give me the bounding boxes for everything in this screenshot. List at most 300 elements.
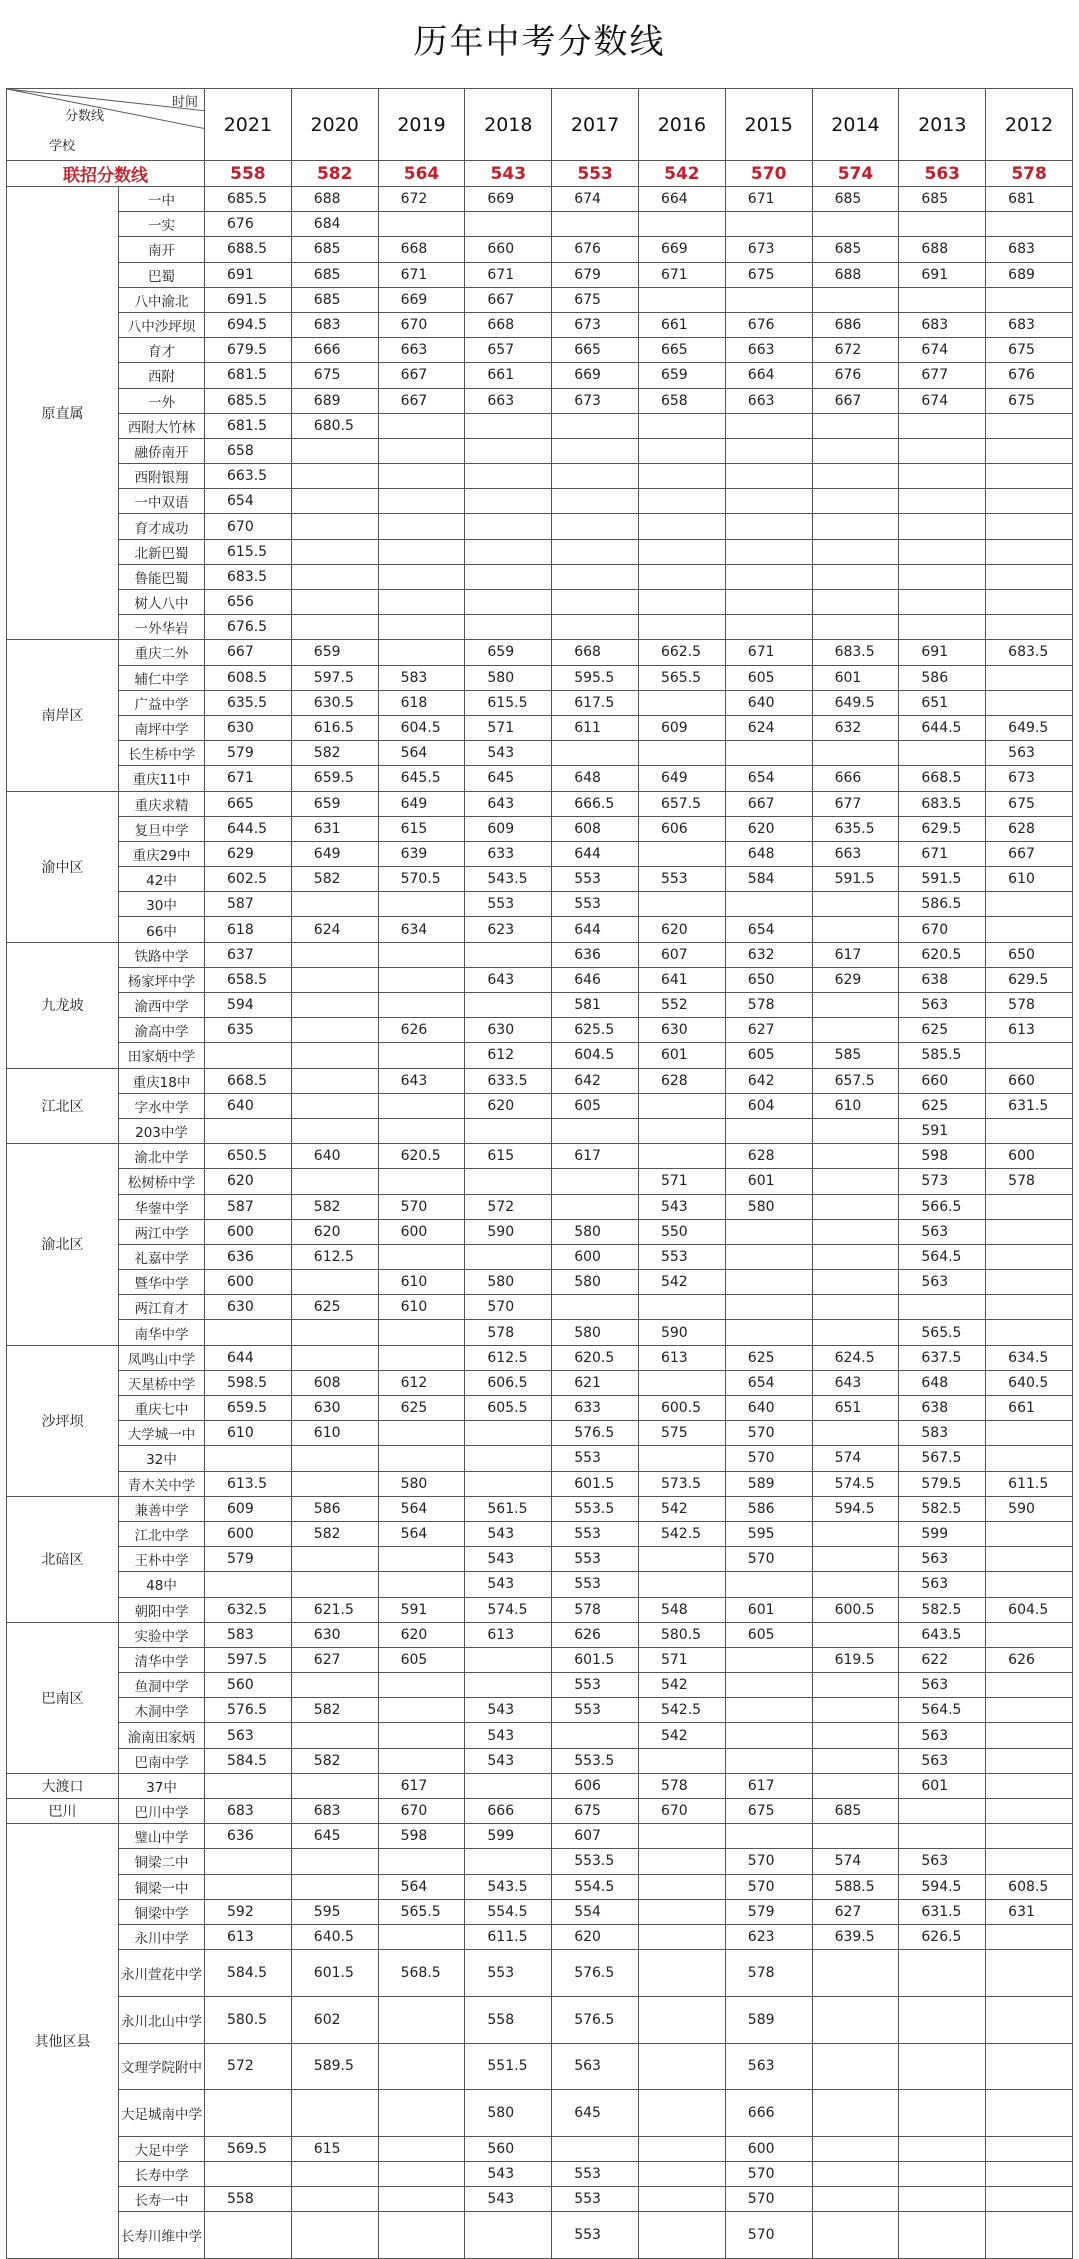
score-cell: 613 (986, 1018, 1073, 1043)
score-cell: 566.5 (899, 1194, 986, 1219)
score-cell: 631 (291, 816, 378, 841)
school-name: 树人八中 (119, 590, 205, 615)
score-cell: 672 (378, 187, 465, 212)
score-cell: 578 (465, 1320, 552, 1345)
score-cell: 673 (986, 766, 1073, 791)
score-cell (638, 514, 725, 539)
score-cell: 570 (725, 1446, 812, 1471)
score-cell (378, 1723, 465, 1748)
score-cell: 543 (465, 1547, 552, 1572)
score-cell (465, 1773, 552, 1798)
score-cell (205, 2090, 292, 2137)
score-cell: 578 (725, 1950, 812, 1997)
score-cell (986, 1824, 1073, 1849)
score-cell (291, 1169, 378, 1194)
school-row (7, 1169, 1073, 1194)
score-cell: 553.5 (552, 1496, 639, 1521)
score-cell (986, 564, 1073, 589)
score-cell: 558 (205, 2187, 292, 2212)
score-cell (378, 514, 465, 539)
school-row (7, 1723, 1073, 1748)
score-cell: 628 (638, 1068, 725, 1093)
score-cell: 645 (291, 1824, 378, 1849)
score-cell: 542.5 (638, 1521, 725, 1546)
school-name: 鱼洞中学 (119, 1673, 205, 1698)
score-cell: 694.5 (205, 312, 292, 337)
score-cell (465, 1421, 552, 1446)
score-cell (986, 489, 1073, 514)
score-cell (291, 1874, 378, 1899)
score-cell: 572 (465, 1194, 552, 1219)
score-cell: 595.5 (552, 665, 639, 690)
score-cell: 553 (552, 2212, 639, 2259)
score-cell: 570 (725, 2187, 812, 2212)
score-cell: 685 (812, 1799, 899, 1824)
score-cell: 663 (725, 338, 812, 363)
score-cell: 601 (899, 1773, 986, 1798)
score-cell: 554.5 (552, 1874, 639, 1899)
school-row (7, 1194, 1073, 1219)
score-cell (725, 438, 812, 463)
score-cell: 620.5 (899, 942, 986, 967)
score-cell (725, 590, 812, 615)
school-row (7, 1773, 1073, 1798)
score-cell: 659 (291, 791, 378, 816)
score-cell (638, 413, 725, 438)
cutoff-value: 574 (812, 161, 899, 187)
score-cell (638, 1899, 725, 1924)
score-cell: 657 (465, 338, 552, 363)
score-cell: 685 (291, 287, 378, 312)
score-cell: 661 (986, 1396, 1073, 1421)
score-cell (899, 287, 986, 312)
score-cell: 605 (725, 1622, 812, 1647)
score-cell: 661 (638, 312, 725, 337)
year-header: 2015 (725, 89, 812, 161)
score-cell: 578 (552, 1597, 639, 1622)
score-cell: 613 (638, 1345, 725, 1370)
score-cell (291, 539, 378, 564)
score-cell: 573 (899, 1169, 986, 1194)
score-cell: 608.5 (205, 665, 292, 690)
score-cell: 685 (899, 187, 986, 212)
school-row (7, 766, 1073, 791)
score-cell: 615.5 (465, 690, 552, 715)
score-cell (986, 1446, 1073, 1471)
score-cell: 601.5 (291, 1950, 378, 1997)
score-cell (725, 564, 812, 589)
score-cell: 600 (986, 1144, 1073, 1169)
school-name: 江北中学 (119, 1521, 205, 1546)
score-cell: 609 (638, 715, 725, 740)
score-cell: 548 (638, 1597, 725, 1622)
school-name: 木洞中学 (119, 1698, 205, 1723)
score-cell: 570 (378, 1194, 465, 1219)
score-cell: 576.5 (205, 1698, 292, 1723)
score-cell: 553.5 (552, 1849, 639, 1874)
score-cell: 564 (378, 1496, 465, 1521)
score-cell: 686 (812, 312, 899, 337)
score-cell: 553.5 (552, 1748, 639, 1773)
score-cell: 625.5 (552, 1018, 639, 1043)
score-cell: 543 (465, 1572, 552, 1597)
score-cell: 553 (638, 867, 725, 892)
score-cell: 580 (552, 1320, 639, 1345)
score-cell: 543 (465, 2162, 552, 2187)
score-cell: 543.5 (465, 867, 552, 892)
school-name: 66中 (119, 917, 205, 942)
score-cell: 654 (725, 766, 812, 791)
score-cell (378, 464, 465, 489)
score-cell: 590 (986, 1496, 1073, 1521)
score-cell: 610 (378, 1270, 465, 1295)
school-name: 铜梁中学 (119, 1899, 205, 1924)
score-cell: 558 (465, 1996, 552, 2043)
score-cell: 613 (205, 1924, 292, 1949)
score-cell (291, 2162, 378, 2187)
score-cell: 570 (725, 1874, 812, 1899)
score-cell: 626 (378, 1018, 465, 1043)
score-cell: 691.5 (205, 287, 292, 312)
score-cell (986, 1950, 1073, 1997)
score-cell (465, 212, 552, 237)
score-cell (812, 2090, 899, 2137)
school-row (7, 2043, 1073, 2090)
school-row (7, 1043, 1073, 1068)
score-cell (725, 413, 812, 438)
score-cell (812, 993, 899, 1018)
cutoff-value: 542 (638, 161, 725, 187)
score-cell: 666 (725, 2090, 812, 2137)
school-name: 西附银翔 (119, 464, 205, 489)
score-cell: 564.5 (899, 1698, 986, 1723)
score-cell (291, 590, 378, 615)
score-cell: 604.5 (986, 1597, 1073, 1622)
score-cell: 590 (638, 1320, 725, 1345)
score-cell (638, 438, 725, 463)
score-cell (812, 1547, 899, 1572)
score-cell (465, 1244, 552, 1269)
score-cell: 638 (899, 1396, 986, 1421)
score-cell: 676 (725, 312, 812, 337)
score-cell: 668 (378, 237, 465, 262)
score-cell: 688 (899, 237, 986, 262)
score-cell: 574 (812, 1849, 899, 1874)
score-cell: 543 (465, 2187, 552, 2212)
score-cell (291, 1093, 378, 1118)
score-cell (205, 2162, 292, 2187)
score-cell: 605 (725, 1043, 812, 1068)
score-cell: 595 (291, 1899, 378, 1924)
score-cell: 584.5 (205, 1950, 292, 1997)
year-header: 2018 (465, 89, 552, 161)
score-cell: 629 (205, 841, 292, 866)
score-cell: 560 (205, 1673, 292, 1698)
score-cell (291, 1446, 378, 1471)
score-cell (812, 2162, 899, 2187)
school-row (7, 967, 1073, 992)
score-cell (899, 564, 986, 589)
score-cell (552, 1295, 639, 1320)
school-name: 铜梁一中 (119, 1874, 205, 1899)
score-cell: 553 (552, 867, 639, 892)
score-cell: 610 (291, 1421, 378, 1446)
score-cell: 564 (378, 741, 465, 766)
year-header: 2019 (378, 89, 465, 161)
school-row (7, 892, 1073, 917)
score-cell: 563 (899, 1748, 986, 1773)
score-cell: 675 (725, 1799, 812, 1824)
score-cell: 620 (291, 1219, 378, 1244)
score-cell: 600 (205, 1521, 292, 1546)
score-cell: 637 (205, 942, 292, 967)
score-cell (378, 892, 465, 917)
score-cell: 612 (465, 1043, 552, 1068)
score-cell (725, 514, 812, 539)
score-cell: 627 (725, 1018, 812, 1043)
score-cell: 618 (378, 690, 465, 715)
score-cell (291, 1320, 378, 1345)
score-cell: 585 (812, 1043, 899, 1068)
score-cell: 591 (378, 1597, 465, 1622)
score-cell: 570 (725, 2212, 812, 2259)
school-row (7, 1320, 1073, 1345)
score-cell (638, 1748, 725, 1773)
score-cell: 643 (465, 791, 552, 816)
score-cell (899, 464, 986, 489)
score-cell (552, 564, 639, 589)
school-row (7, 363, 1073, 388)
score-cell: 625 (378, 1396, 465, 1421)
score-cell (638, 1950, 725, 1997)
score-cell: 639 (378, 841, 465, 866)
score-cell: 623 (725, 1924, 812, 1949)
score-cell (638, 564, 725, 589)
score-cell: 631 (986, 1899, 1073, 1924)
school-name: 璧山中学 (119, 1824, 205, 1849)
score-cell (812, 1219, 899, 1244)
score-cell: 673 (725, 237, 812, 262)
score-cell (378, 1421, 465, 1446)
score-cell: 613.5 (205, 1471, 292, 1496)
school-name: 文理学院附中 (119, 2043, 205, 2090)
score-cell (291, 1345, 378, 1370)
score-cell (378, 1924, 465, 1949)
score-cell: 644 (205, 1345, 292, 1370)
score-cell (812, 438, 899, 463)
score-cell: 691 (205, 262, 292, 287)
score-cell (986, 514, 1073, 539)
score-cell: 617 (552, 1144, 639, 1169)
score-cell: 683.5 (205, 564, 292, 589)
page-title: 历年中考分数线 (413, 22, 666, 62)
score-cell (812, 1169, 899, 1194)
score-cell (378, 1572, 465, 1597)
score-cell: 607 (552, 1824, 639, 1849)
score-cell (638, 1295, 725, 1320)
score-cell: 675 (986, 388, 1073, 413)
score-cell: 567.5 (899, 1446, 986, 1471)
score-cell (899, 2187, 986, 2212)
score-cell (899, 1824, 986, 1849)
score-cell: 621.5 (291, 1597, 378, 1622)
score-cell (291, 1068, 378, 1093)
district-cell: 南岸区 (7, 640, 119, 791)
score-cell (205, 1446, 292, 1471)
score-cell (205, 2212, 292, 2259)
score-cell: 642 (725, 1068, 812, 1093)
score-cell (986, 1295, 1073, 1320)
school-row (7, 917, 1073, 942)
school-name: 一中 (119, 187, 205, 212)
school-name: 一中双语 (119, 489, 205, 514)
score-cell: 677 (812, 791, 899, 816)
score-cell: 617.5 (552, 690, 639, 715)
cutoff-value: 553 (552, 161, 639, 187)
score-cell (378, 2043, 465, 2090)
score-cell: 625 (899, 1018, 986, 1043)
score-cell: 563 (899, 993, 986, 1018)
score-cell: 565.5 (638, 665, 725, 690)
score-cell: 663 (812, 841, 899, 866)
score-cell (638, 489, 725, 514)
score-cell (986, 1748, 1073, 1773)
score-cell (986, 1673, 1073, 1698)
score-cell: 620.5 (552, 1345, 639, 1370)
score-cell: 667 (986, 841, 1073, 866)
score-cell (986, 212, 1073, 237)
score-cell: 553 (552, 2187, 639, 2212)
district-cell: 九龙坡 (7, 942, 119, 1068)
score-cell: 553 (552, 1446, 639, 1471)
school-row (7, 1118, 1073, 1143)
score-cell: 684 (291, 212, 378, 237)
school-row (7, 1521, 1073, 1546)
score-cell (291, 1270, 378, 1295)
score-cell (986, 1799, 1073, 1824)
score-cell: 605 (725, 665, 812, 690)
score-cell: 683 (899, 312, 986, 337)
score-cell: 645 (465, 766, 552, 791)
score-cell: 640 (205, 1093, 292, 1118)
school-name: 重庆七中 (119, 1396, 205, 1421)
score-cell: 563 (899, 1673, 986, 1698)
school-name: 育才 (119, 338, 205, 363)
score-cell: 683 (291, 312, 378, 337)
corner-time-label: 时间 (171, 95, 198, 110)
school-row (7, 1295, 1073, 1320)
score-cell: 542 (638, 1270, 725, 1295)
school-name: 铁路中学 (119, 942, 205, 967)
score-cell (986, 690, 1073, 715)
score-cell (638, 287, 725, 312)
score-cell: 543 (638, 1194, 725, 1219)
school-row (7, 1572, 1073, 1597)
score-cell (812, 287, 899, 312)
score-cell: 676 (812, 363, 899, 388)
score-cell (812, 1018, 899, 1043)
score-cell: 671 (725, 187, 812, 212)
score-cell: 635.5 (205, 690, 292, 715)
cutoff-value: 570 (725, 161, 812, 187)
score-cell (638, 1874, 725, 1899)
score-cell: 601.5 (552, 1471, 639, 1496)
cutoff-value: 543 (465, 161, 552, 187)
year-header: 2020 (291, 89, 378, 161)
school-row (7, 1899, 1073, 1924)
score-cell (899, 2162, 986, 2187)
score-cell (205, 1043, 292, 1068)
score-cell (638, 1824, 725, 1849)
score-cell: 610 (812, 1093, 899, 1118)
score-cell: 645.5 (378, 766, 465, 791)
score-cell (812, 1748, 899, 1773)
score-cell: 671 (205, 766, 292, 791)
score-cell (638, 2212, 725, 2259)
cutoff-value: 564 (378, 161, 465, 187)
score-cell (812, 2187, 899, 2212)
school-row (7, 1496, 1073, 1521)
score-cell: 600 (552, 1244, 639, 1269)
score-cell: 676 (552, 237, 639, 262)
school-name: 重庆二外 (119, 640, 205, 665)
district-cell: 其他区县 (7, 1824, 119, 2259)
score-cell: 670 (205, 514, 292, 539)
score-cell (291, 564, 378, 589)
school-row (7, 1396, 1073, 1421)
score-cell (552, 1194, 639, 1219)
score-cell: 620 (638, 917, 725, 942)
score-cell: 642 (552, 1068, 639, 1093)
score-cell: 542 (638, 1673, 725, 1698)
score-cell (378, 564, 465, 589)
year-header: 2013 (899, 89, 986, 161)
score-cell: 665 (205, 791, 292, 816)
school-name: 32中 (119, 1446, 205, 1471)
score-cell: 632 (812, 715, 899, 740)
score-cell: 542 (638, 1723, 725, 1748)
score-cell: 594.5 (899, 1874, 986, 1899)
score-cell (812, 1320, 899, 1345)
school-row (7, 539, 1073, 564)
score-cell: 667 (725, 791, 812, 816)
score-cell: 670 (638, 1799, 725, 1824)
school-row (7, 2212, 1073, 2259)
score-cell: 580.5 (205, 1996, 292, 2043)
score-cell: 624 (725, 715, 812, 740)
school-name: 两江育才 (119, 1295, 205, 1320)
score-cell: 664 (725, 363, 812, 388)
score-cell (378, 2162, 465, 2187)
score-cell: 668 (465, 312, 552, 337)
score-cell: 543.5 (465, 1874, 552, 1899)
score-cell (291, 892, 378, 917)
score-cell: 629.5 (899, 816, 986, 841)
score-cell (812, 1194, 899, 1219)
score-cell: 667 (812, 388, 899, 413)
score-cell (378, 640, 465, 665)
school-row (7, 1244, 1073, 1269)
score-cell (725, 1219, 812, 1244)
score-cell: 640.5 (986, 1370, 1073, 1395)
score-cell: 620 (725, 816, 812, 841)
score-cell: 574.5 (465, 1597, 552, 1622)
score-cell: 683.5 (899, 791, 986, 816)
score-cell: 658 (638, 388, 725, 413)
score-cell: 589 (725, 1471, 812, 1496)
score-cell: 610 (986, 867, 1073, 892)
score-cell (899, 539, 986, 564)
